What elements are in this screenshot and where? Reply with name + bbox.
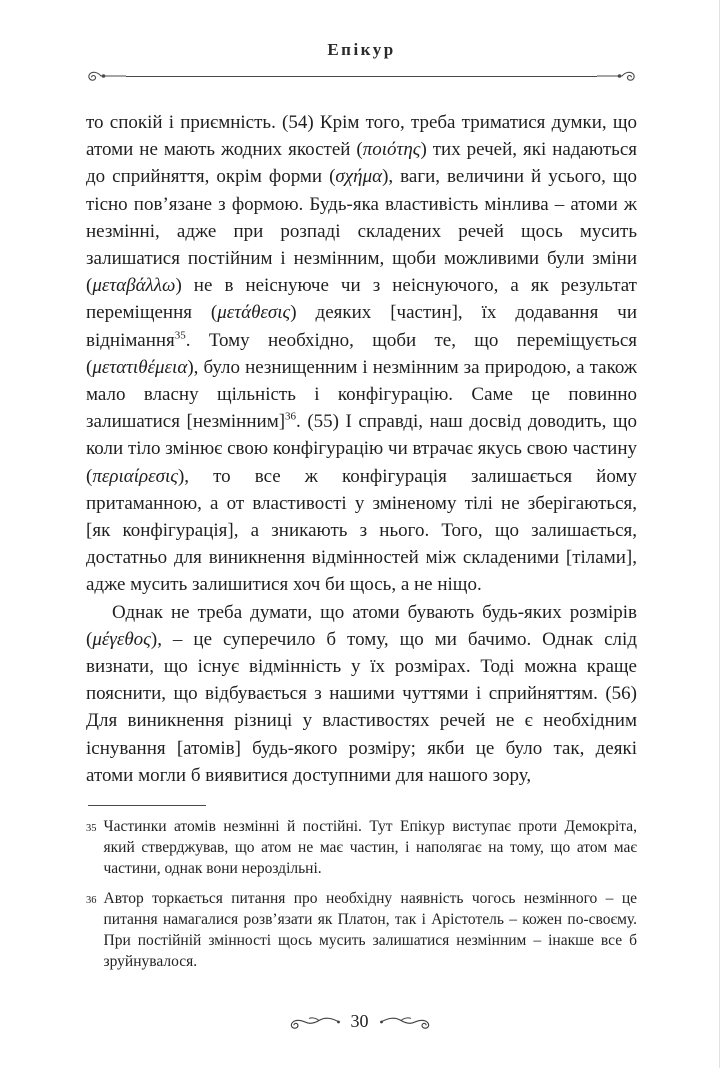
footnote-35: [86, 816, 637, 879]
paragraph-54-55: то спокій і приємність. (54) Крім того, треба триматися думки, що атоми не мають жодних якостей (ποιότης) тих речей, які надаються до сприйняття, окрім форми (σχήμα), ваги, величини й усього, що тісно пов’язане з формою. Будь-яка властивість мінлива – атоми ж незмінні, адже при розпаді складених речей щось мусить залишатися постійним і незмінним, щоби можливими були зміни (μεταβάλλω) не в неіснуюче чи з неіснуючого, а як результат переміщення (μετάθεσις) деяких [частин], їх додавання чи віднімання$^{35}$. Тому необхідно, щоби те, що переміщується (μετατιθέμεια), було незнищенним і незмінним за природою, а також мало власну щільність і конфігурацію. Саме це повинно залишатися [незмінним]$^{36}$. (55) І справді, наш досвід доводить, що коли тіло змінює свою конфігурацію чи втрачає якусь свою частину (περιαίρεσις), то все ж конфігурація залишається йому притаманною, а от властивості у зміненому тілі не зберігаються, [як конфігурація], а зникають з нього. Того, що залишається, достатньо для виникнення відмінностей між складеними [тілами], адже мусить залишитися хоч би щось, а не ніщо.: [86, 112, 637, 596]
footnote-text: Частинки атомів незмінні й постійні. Тут Епікур виступає проти Демокріта, який стверджував, що атом не має частин, і наполягає на тому, що атом має частини, однак вони нероздільні.: [103, 818, 637, 878]
footnote-text: Автор торкається питання про необхідну наявність чогось незмінного – це питання намагалися розв’язати як Платон, так і Арістотель – кожен по-своєму. При постійній змінності щось мусить залишатися незмінним – інакше все б зруйнувалося.: [103, 890, 637, 971]
footer-ornament-left-icon: [283, 1013, 341, 1031]
running-header-title: Епікур: [327, 40, 396, 59]
header-ornament-rule: [86, 69, 637, 83]
footnote-reference: 36: [285, 410, 297, 423]
greek-term: μετατιθέμεια: [92, 356, 188, 378]
greek-term: σχήμα: [335, 166, 383, 188]
footnote-number: 36: [86, 895, 97, 907]
rule-line: [126, 76, 597, 77]
page-footer: [0, 1011, 719, 1032]
footnote-number: 35: [86, 823, 97, 835]
body-text: [86, 109, 637, 789]
footer-ornament-right-icon: [379, 1013, 437, 1031]
page-number: 30: [350, 1011, 369, 1031]
greek-term: μέγεθος: [92, 628, 151, 650]
footnote-36: [86, 888, 637, 972]
greek-term: μεταβάλλω: [92, 275, 176, 297]
rule-ornament-right-icon: [597, 69, 637, 83]
footnote-reference: 35: [174, 329, 186, 342]
greek-term: μετάθεσις: [217, 302, 291, 324]
paragraph-56: Однак не треба думати, що атоми бувають будь-яких розмірів (μέγεθος), – це суперечило б тому, що ми бачимо. Однак слід визнати, що існує відмінність у їх розмірах. Тоді можна краще пояснити, що відбувається з нашими чуттями і сприйняттям. (56) Для виникнення різниці у властивостях речей не є необхідним існування [атомів] будь-якого розміру; якби це було так, деякі атоми могли б виявитися доступними для нашого зору,: [86, 601, 637, 786]
footnote-separator: [88, 805, 206, 806]
rule-ornament-left-icon: [86, 69, 126, 83]
greek-term: περιαίρεσις: [92, 465, 178, 487]
footnotes-section: [86, 805, 637, 972]
greek-term: ποιότης: [362, 139, 421, 161]
page-header: [86, 40, 637, 83]
